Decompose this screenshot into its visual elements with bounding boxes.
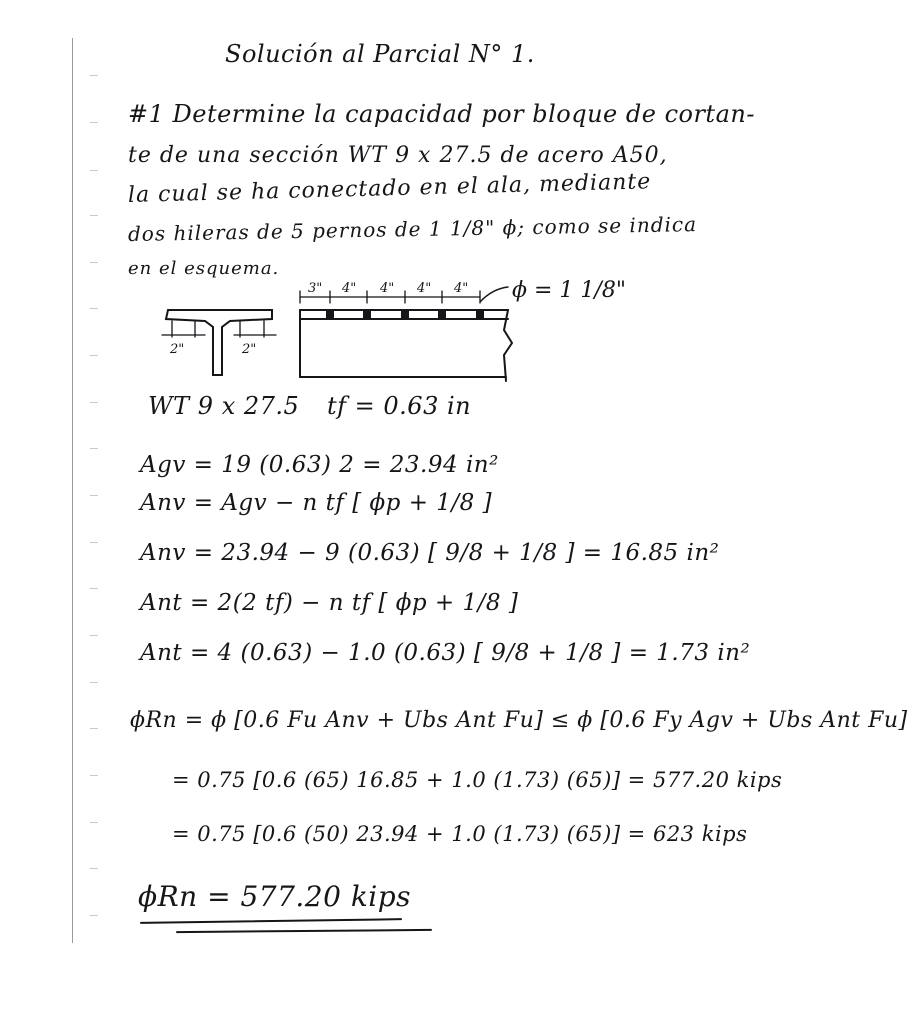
ruled-tick [90,495,98,496]
dim-left-1: 2" [170,342,185,357]
spacing-5: 4" [454,281,469,296]
spacing-2: 4" [342,281,357,296]
bolt-diameter-label: ϕ = 1 1/8" [512,278,626,303]
bolt-hole [476,311,484,319]
ruled-tick [90,262,98,263]
ant-formula: Ant = 2(2 tf) − n tf [ ϕp + 1/8 ] [140,590,519,616]
page-title: Solución al Parcial N° 1. [225,40,535,68]
ruled-tick [90,122,98,123]
ruled-tick [90,682,98,683]
ruled-tick [90,588,98,589]
margin-line [72,38,73,943]
problem-line-2: te de una sección WT 9 x 27.5 de acero A50, [128,143,668,168]
ruled-tick [90,775,98,776]
ruled-tick [90,915,98,916]
bolt-hole [363,311,371,319]
anv-formula: Anv = Agv − n tf [ ϕp + 1/8 ] [140,490,493,516]
flange-thickness-label: tf = 0.63 in [327,392,472,420]
problem-line-1: #1 Determine la capacidad por bloque de cortan- [128,100,755,128]
ruled-tick [90,355,98,356]
ruled-tick [90,448,98,449]
case-1-result: = 0.75 [0.6 (65) 16.85 + 1.0 (1.73) (65)] = 577.20 kips [172,768,783,792]
ruled-tick [90,822,98,823]
case-2-result: = 0.75 [0.6 (50) 23.94 + 1.0 (1.73) (65)] = 623 kips [172,822,748,846]
ruled-tick [90,308,98,309]
phi-rn-inequality: ϕRn = ϕ [0.6 Fu Anv + Ubs Ant Fu] ≤ ϕ [0.6 Fy Agv + Ubs Ant Fu] [130,708,908,733]
spacing-4: 4" [417,281,432,296]
bolt-hole [326,311,334,319]
bolt-hole [401,311,409,319]
result-underline [176,929,432,933]
ruled-tick [90,75,98,76]
section-label: WT 9 x 27.5 [148,392,300,420]
anv-value: Anv = 23.94 − 9 (0.63) [ 9/8 + 1/8 ] = 16.85 in² [140,540,720,566]
problem-line-5: en el esquema. [128,258,280,279]
result-underline [140,918,402,924]
connection-sketch [150,275,626,390]
dim-left-2: 2" [242,342,257,357]
final-result: ϕRn = 577.20 kips [138,880,412,913]
ruled-tick [90,215,98,216]
ruled-tick [90,728,98,729]
ruled-tick [90,635,98,636]
spacing-3: 4" [380,281,395,296]
ruled-tick [90,402,98,403]
problem-line-3: la cual se ha conectado en el ala, mediante [127,169,652,208]
bolt-hole [438,311,446,319]
ruled-tick [90,170,98,171]
problem-line-4: dos hileras de 5 pernos de 1 1/8" ϕ; como se indica [127,212,698,246]
ruled-tick [90,542,98,543]
spacing-1: 3" [308,281,323,296]
ant-value: Ant = 4 (0.63) − 1.0 (0.63) [ 9/8 + 1/8 ] = 1.73 in² [140,640,751,666]
agv-equation: Agv = 19 (0.63) 2 = 23.94 in² [140,452,499,478]
ruled-tick [90,868,98,869]
